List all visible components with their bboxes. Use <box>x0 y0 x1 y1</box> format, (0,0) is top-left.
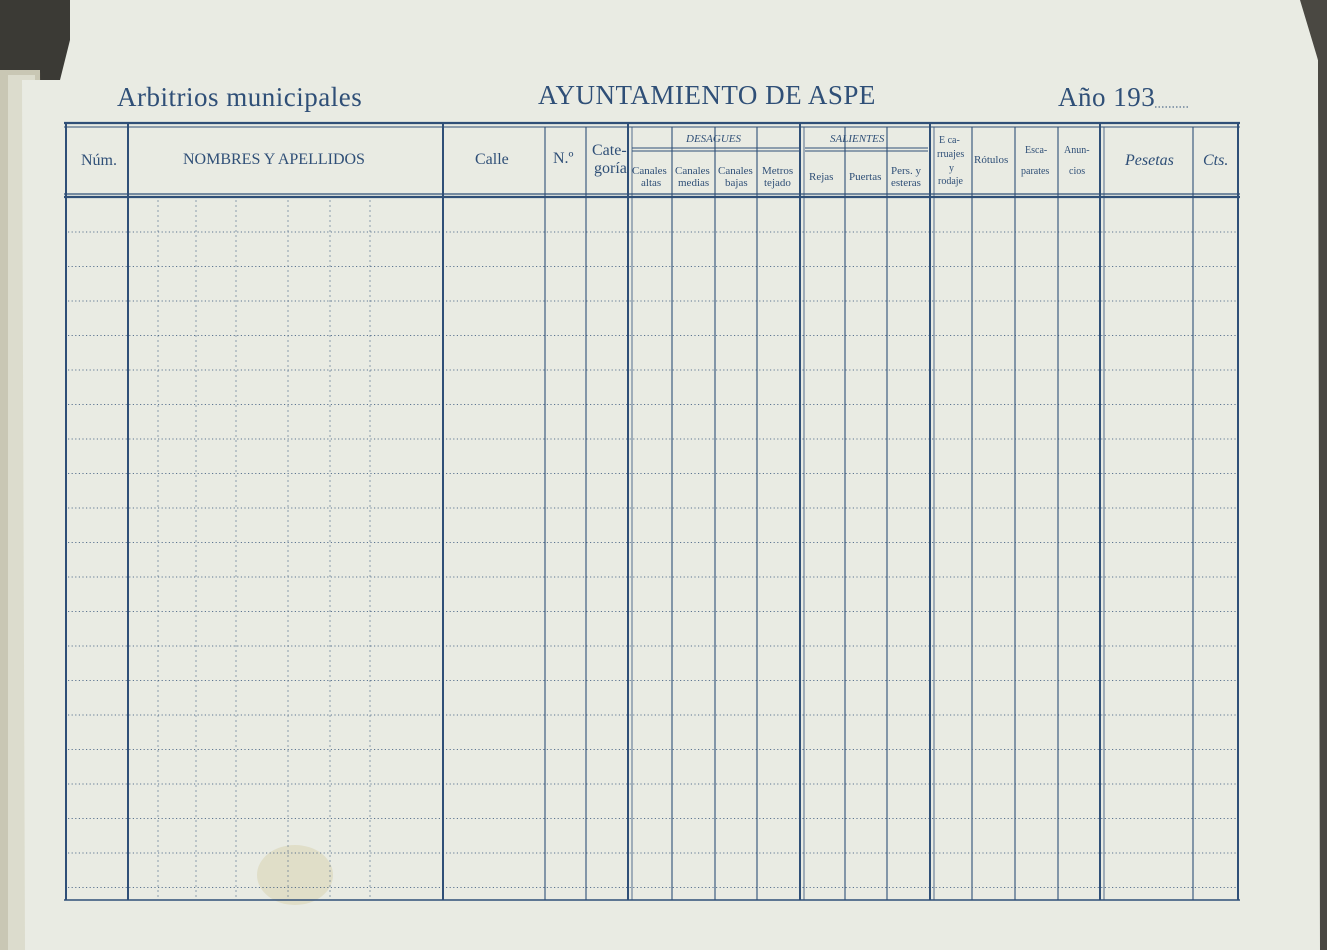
paper-stain <box>257 845 333 905</box>
col-canales-altas-2: altas <box>641 177 662 189</box>
col-categoria-label-1: Cate- <box>592 142 627 159</box>
col-canales-bajas-1: Canales <box>718 165 753 177</box>
col-anuncios-2: cios <box>1069 166 1086 177</box>
col-categoria-label-2: goría <box>594 160 627 177</box>
group-desagues-label: DESAGUES <box>686 133 741 145</box>
col-puertas-label: Puertas <box>849 171 882 183</box>
col-num-label: Núm. <box>81 152 117 169</box>
col-anuncios-1: Anun- <box>1064 145 1090 156</box>
col-calle-label: Calle <box>475 151 509 168</box>
col-metros-tejado-1: Metros <box>762 165 794 177</box>
col-escaparates-1: Esca- <box>1025 145 1048 156</box>
col-rotulos-label: Rótulos <box>974 154 1009 166</box>
col-escaparates-2: parates <box>1021 166 1050 177</box>
col-metros-tejado-2: tejado <box>764 177 791 189</box>
col-pers-esteras-2: esteras <box>891 177 921 189</box>
col-numero-label: N.º <box>553 150 574 167</box>
col-carruajes-1: E ca- <box>939 135 960 146</box>
col-canales-medias-1: Canales <box>675 165 710 177</box>
col-carruajes-3: y <box>949 163 954 174</box>
year-label: Año 193 <box>1058 82 1156 112</box>
col-canales-bajas-2: bajas <box>725 177 748 189</box>
col-nombres-label: NOMBRES Y APELLIDOS <box>183 151 365 168</box>
col-carruajes-4: rodaje <box>938 176 963 187</box>
col-rejas-label: Rejas <box>809 171 834 183</box>
left-title: Arbitrios municipales <box>117 82 363 112</box>
col-pesetas-label: Pesetas <box>1125 152 1174 169</box>
col-canales-altas-1: Canales <box>632 165 667 177</box>
col-pers-esteras-1: Pers. y <box>891 165 921 177</box>
col-canales-medias-2: medias <box>678 177 710 189</box>
group-salientes-label: SALIENTES <box>830 133 885 145</box>
col-cts-label: Cts. <box>1203 152 1229 169</box>
center-title: AYUNTAMIENTO DE ASPE <box>538 80 876 110</box>
col-carruajes-2: rruajes <box>937 149 965 160</box>
